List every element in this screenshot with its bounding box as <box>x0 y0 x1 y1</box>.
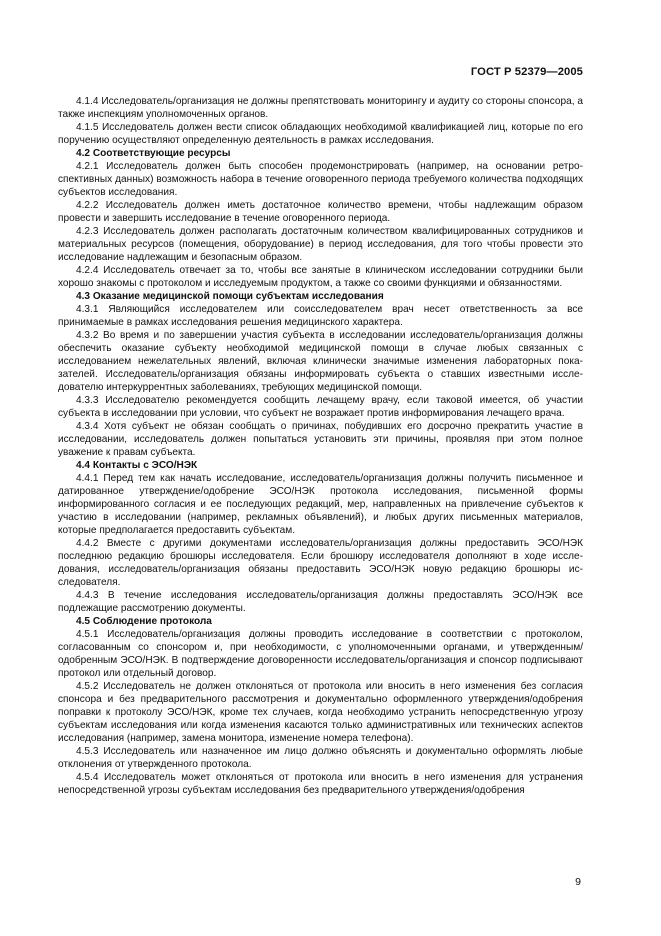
section-heading: 4.5 Соблюдение протокола <box>76 616 212 627</box>
paragraph: 4.3.3 Исследователю рекомендуется сообщить лечащему врачу, если таковой имеется, об участии субъекта в исследовании при условии, что субъект не возражает против информирования лечащего врача. <box>58 395 583 419</box>
paragraph: 4.2.3 Исследователь должен располагать достаточным количеством квалифицированных сотрудников и материальных ресурсов (помещения, оборудование) в период исследования, для того чтобы провести это исследование надлежащим и безопасным образом. <box>58 226 583 263</box>
page-number: 9 <box>575 876 581 888</box>
paragraph: 4.1.4 Исследователь/организация не должны препятствовать мониторингу и аудиту со стороны спонсора, а также инспекциям уполномоченных органов. <box>58 96 583 120</box>
paragraph: 4.3.2 Во время и по завершении участия субъекта в исследовании исследователь/организация должны обеспечить оказание субъекту необходимой медицинской помощи в случае любых связанных с исследованием нежелательных явлений, включая клинически значимые изменения лабораторных показателей. Исследователь/организация обязаны информировать субъекта о ставших известными исследователю интеркуррентных заболеваниях, требующих медицинской помощи. <box>58 330 583 393</box>
document-id-header: ГОСТ Р 52379—2005 <box>470 66 583 78</box>
paragraph: 4.3.1 Являющийся исследователем или соисследователем врач несет ответственность за все принимаемые в рамках исследования решения медицинского характера. <box>58 304 583 328</box>
paragraph: 4.1.5 Исследователь должен вести список обладающих необходимой квалификацией лиц, которые по его поручению осуществляют определенную деятельность в рамках исследования. <box>58 122 583 146</box>
section-heading: 4.2 Соответствующие ресурсы <box>76 148 231 159</box>
paragraph: 4.5.2 Исследователь не должен отклоняться от протокола или вносить в него изменения без согласия спонсора и без предварительного рассмотрения и документально оформленного утверждения/одобрения поправки к протоколу ЭСО/НЭК, кроме тех случаев, когда необходимо устранить непосредственную угрозу субъектам исследования или когда изменения касаются только административных или технических аспектов исследования (например, замена монитора, изменение номера телефона). <box>58 681 583 744</box>
paragraph: 4.4.2 Вместе с другими документами исследователь/организация должны предоставить ЭСО/НЭК последнюю редакцию брошюры исследователя. Если брошюру исследователя дополняют в ходе исследования, исследователь/организация обязаны предоставить ЭСО/НЭК новую редакцию брошюры исследователя. <box>58 538 583 588</box>
paragraph: 4.2.4 Исследователь отвечает за то, чтобы все занятые в клиническом исследовании сотрудники были хорошо знакомы с протоколом и исследуемым продуктом, а также со своими функциями и обязанностями. <box>58 265 583 289</box>
paragraph: 4.5.3 Исследователь или назначенное им лицо должно объяснять и документально оформлять любые отклонения от утвержденного протокола. <box>58 746 583 770</box>
paragraph: 4.4.1 Перед тем как начать исследование, исследователь/организация должны получить письменное и датированное утверждение/одобрение ЭСО/НЭК протокола исследования, письменной формы информированного согласия и ее последующих редакций, мер, направленных на привлечение субъектов к участию в исследовании (например, рекламных объявлений), и любых других письменных материалов, которые предполагается предоставить субъектам. <box>58 473 583 536</box>
document-body <box>58 95 583 797</box>
paragraph: 4.5.1 Исследователь/организация должны проводить исследование в соответствии с протоколом, согласованным со спонсором и, при необходимости, с уполномоченными органами, и утвержденным/одобренным ЭСО/НЭК. В подтверждение договоренности исследователь/организация и спонсор подписывают протокол или отдельный договор. <box>58 629 583 679</box>
section-heading: 4.3 Оказание медицинской помощи субъектам исследования <box>76 291 384 302</box>
section-heading: 4.4 Контакты с ЭСО/НЭК <box>76 460 198 471</box>
paragraph: 4.2.2 Исследователь должен иметь достаточное количество времени, чтобы надлежащим образом провести и завершить исследование в течение оговоренного периода. <box>58 200 583 224</box>
paragraph: 4.5.4 Исследователь может отклоняться от протокола или вносить в него изменения для устранения непосредственной угрозы субъектам исследования без предварительного утверждения/одобрения <box>58 772 583 796</box>
paragraph: 4.4.3 В течение исследования исследователь/организация должны предоставлять ЭСО/НЭК все подлежащие рассмотрению документы. <box>58 590 583 614</box>
paragraph: 4.2.1 Исследователь должен быть способен продемонстрировать (например, на основании ретроспективных данных) возможность набора в течение оговоренного периода требуемого количества подходящих субъектов исследования. <box>58 161 583 198</box>
paragraph: 4.3.4 Хотя субъект не обязан сообщать о причинах, побудивших его досрочно прекратить участие в исследовании, исследователь должен попытаться установить эти причины, проявляя при этом полное уважение к правам субъекта. <box>58 421 583 458</box>
